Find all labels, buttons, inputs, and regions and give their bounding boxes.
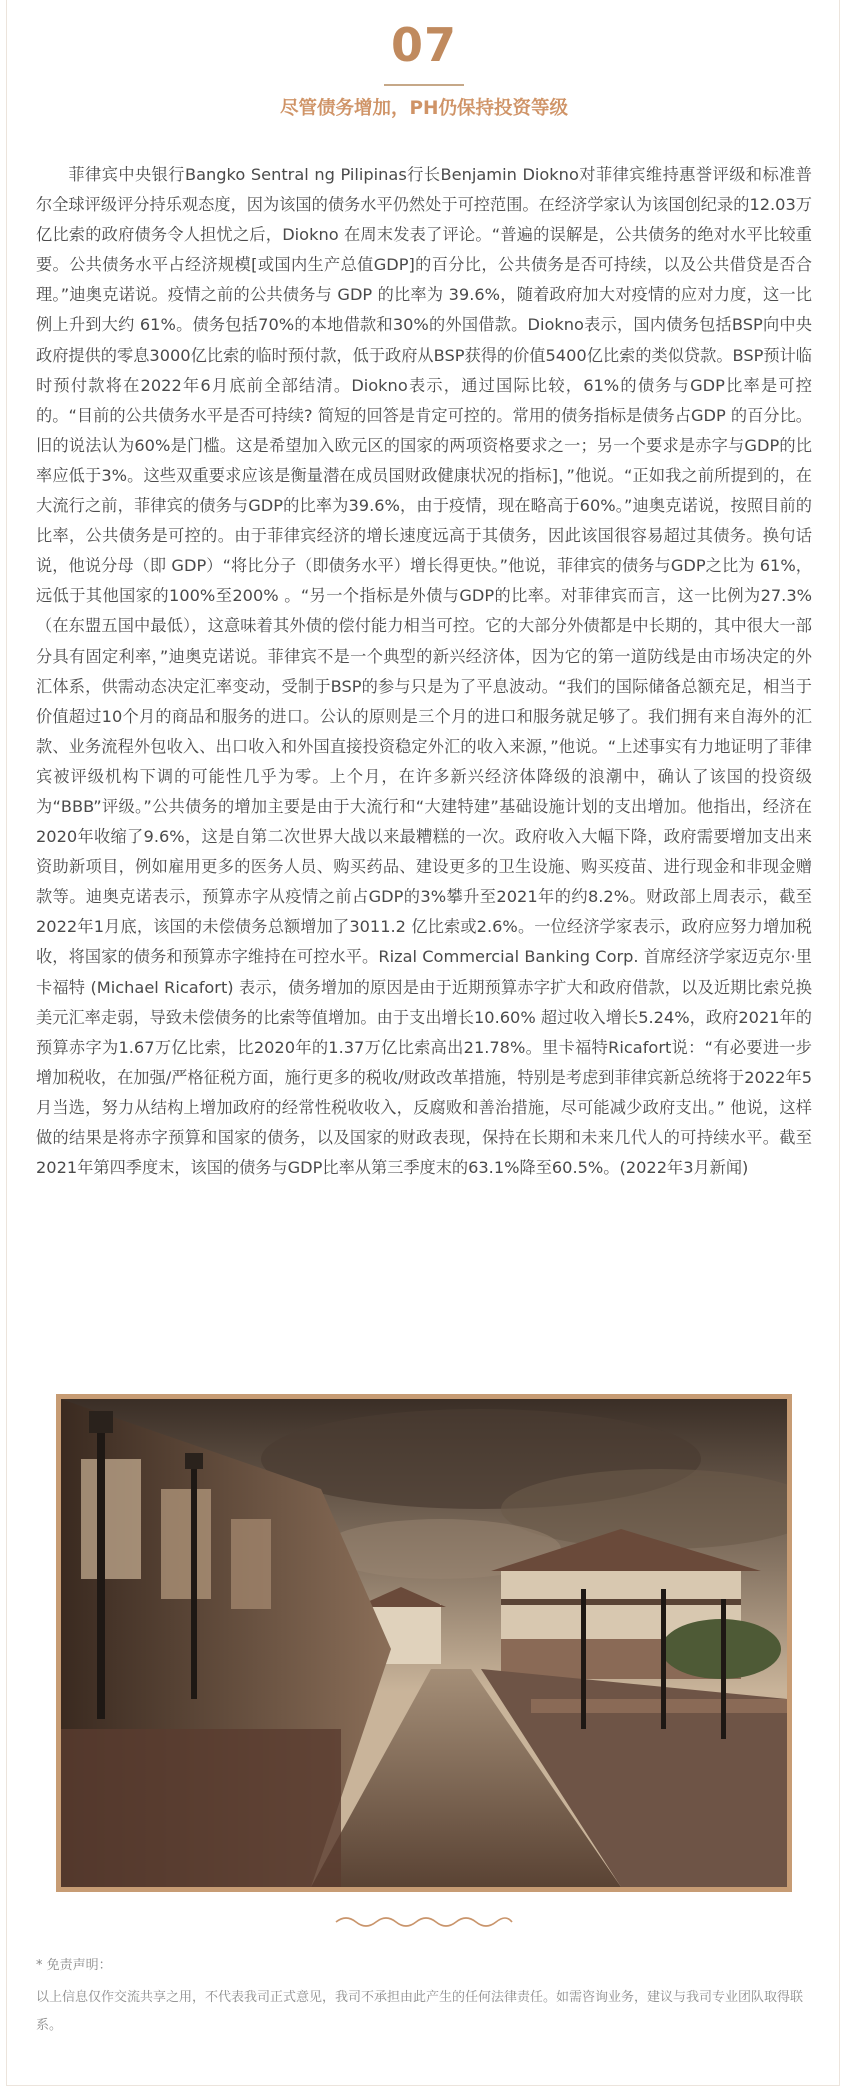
- street-canal-photo: [61, 1399, 787, 1887]
- article-photo-frame: [56, 1394, 792, 1892]
- decorative-wave: [334, 1912, 514, 1932]
- disclaimer-title: * 免责声明：: [36, 1958, 112, 1973]
- disclaimer-body: 以上信息仅作交流共享之用，不代表我司正式意见，我司不承担由此产生的任何法律责任。如需咨询业务，建议与我司专业团队取得联系。: [36, 1990, 804, 2033]
- section-number: 07: [390, 18, 457, 72]
- article-body: 菲律宾中央银行Bangko Sentral ng Pilipinas行长Benjamin Diokno对菲律宾维持惠誉评级和标准普尔全球评级评分持乐观态度，因为该国的债务水平仍然处于可控范围。在经济学家认为该国创纪录的12.03万亿比索的政府债务令人担忧之后，Diokno 在周末发表了评论。“普遍的误解是，公共债务的绝对水平比较重要。公共债务水平占经济规模[或国内生产总值GDP]的百分比，公共债务是否可持续，以及公共借贷是否合理。”迪奥克诺说。疫情之前的公共债务与 GDP 的比率为 39.6%，随着政府加大对疫情的应对力度，这一比例上升到大约 61%。债务包括70%的本地借款和30%的外国借款。Diokno表示，国内债务包括BSP向中央政府提供的零息3000亿比索的临时预付款，低于政府从BSP获得的价值5400亿比索的类似贷款。BSP预计临时预付款将在2022年6月底前全部结清。Diokno表示，通过国际比较，61%的债务与GDP比率是可控的。“目前的公共债务水平是否可持续? 简短的回答是肯定可控的。常用的债务指标是债务占GDP 的百分比。旧的说法认为60%是门槛。这是希望加入欧元区的国家的两项资格要求之一；另一个要求是赤字与GDP的比率应低于3%。这些双重要求应该是衡量潜在成员国财政健康状况的指标]，”他说。“正如我之前所提到的，在大流行之前，菲律宾的债务与GDP的比率为39.6%，由于疫情，现在略高于60%。”迪奥克诺说，按照目前的比率，公共债务是可控的。由于菲律宾经济的增长速度远高于其债务，因此该国很容易超过其债务。换句话说，他说分母（即 GDP）“将比分子（即债务水平）增长得更快。”他说，菲律宾的债务与GDP之比为 61%，远低于其他国家的100%至200% 。“另一个指标是外债与GDP的比率。对菲律宾而言，这一比例为27.3%（在东盟五国中最低），这意味着其外债的偿付能力相当可控。它的大部分外债都是中长期的，其中很大一部分具有固定利率，”迪奥克诺说。菲律宾不是一个典型的新兴经济体，因为它的第一道防线是由市场决定的外汇体系，供需动态决定汇率变动，受制于BSP的参与只是为了平息波动。“我们的国际储备总额充足，相当于价值超过10个月的商品和服务的进口。公认的原则是三个月的进口和服务就足够了。我们拥有来自海外的汇款、业务流程外包收入、出口收入和外国直接投资稳定外汇的收入来源，”他说。“上述事实有力地证明了菲律宾被评级机构下调的可能性几乎为零。上个月，在许多新兴经济体降级的浪潮中，确认了该国的投资级为“BBB”评级。”公共债务的增加主要是由于大流行和“大建特建”基础设施计划的支出增加。他指出，经济在2020年收缩了9.6%，这是自第二次世界大战以来最糟糕的一次。政府收入大幅下降，政府需要增加支出来资助新项目，例如雇用更多的医务人员、购买药品、建设更多的卫生设施、购买疫苗、进行现金和非现金赠款等。迪奥克诺表示，预算赤字从疫情之前占GDP的3%攀升至2021年的约8.2%。财政部上周表示，截至2022年1月底，该国的未偿债务总额增加了3011.2 亿比索或2.6%。一位经济学家表示，政府应努力增加税收，将国家的债务和预算赤字维持在可控水平。Rizal Commercial Banking Corp. 首席经济学家迈克尔·里卡福特 (Michael Ricafort) 表示，债务增加的原因是由于近期预算赤字扩大和政府借款，以及近期比索兑换美元汇率走弱，导致未偿债务的比索等值增加。由于支出增长10.60% 超过收入增长5.24%，政府2021年的预算赤字为1.67万亿比索，比2020年的1.37万亿比索高出21.78%。里卡福特Ricafort说：“有必要进一步增加税收，在加强/严格征税方面，施行更多的税收/财政改革措施，特别是考虑到菲律宾新总统将于2022年5月当选，努力从结构上增加政府的经常性税收收入，反腐败和善治措施，尽可能减少政府支出。” 他说，这样做的结果是将赤字预算和国家的债务，以及国家的财政表现，保持在长期和未来几代人的可持续水平。截至2021年第四季度末，该国的债务与GDP比率从第三季度末的63.1%降至60.5%。(2022年3月新闻): [36, 165, 812, 1178]
- section-number-underline: [384, 84, 464, 86]
- section-title: 尽管债务增加，PH仍保持投资等级: [279, 98, 569, 119]
